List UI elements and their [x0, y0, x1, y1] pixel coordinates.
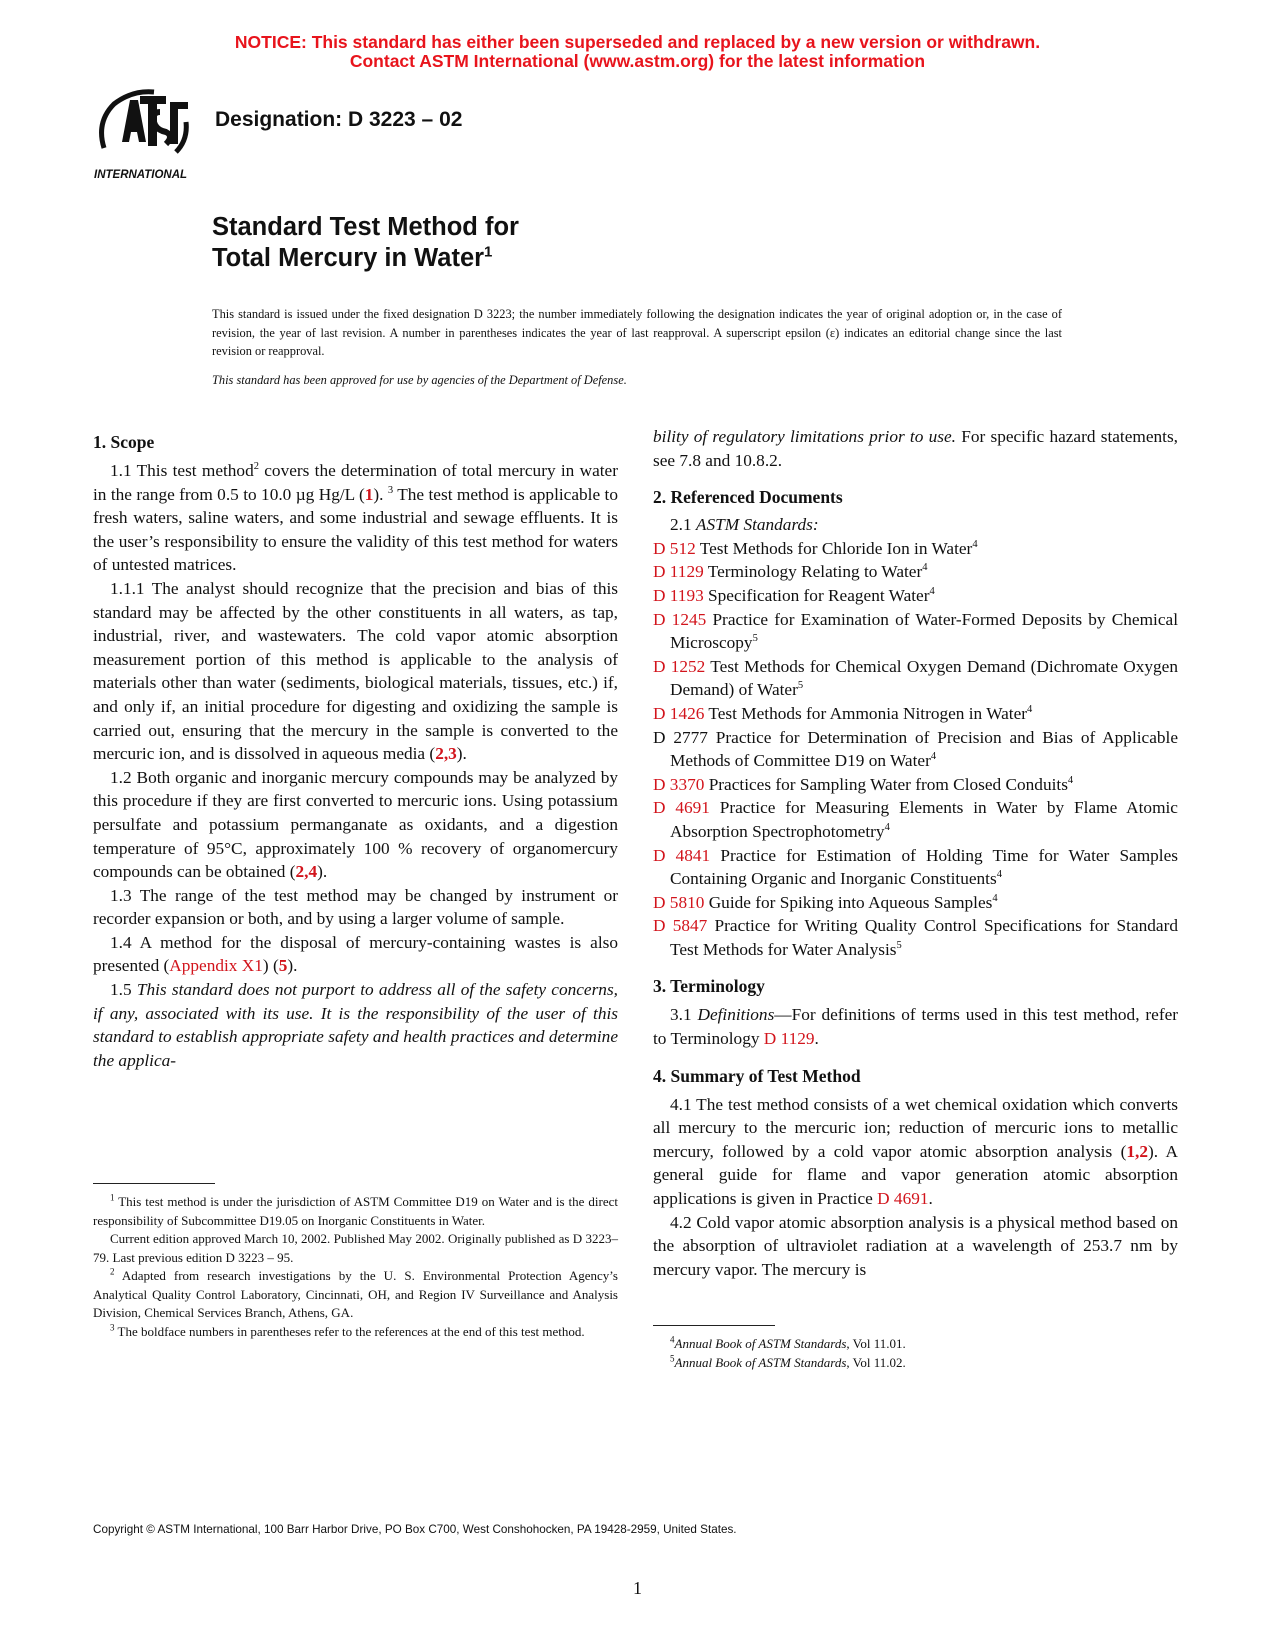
standard-link[interactable]: D 4691 — [653, 798, 710, 818]
reference-link[interactable]: 5 — [278, 956, 288, 976]
footnote-rule — [93, 1183, 215, 1184]
referenced-document: D 5810 Guide for Spiking into Aqueous Samples$^4$ — [653, 892, 998, 912]
practice-link[interactable]: D 4691 — [877, 1189, 929, 1209]
title-footnote-marker: 1 — [484, 243, 493, 261]
copyright: Copyright © ASTM International, 100 Barr Harbor Drive, PO Box C700, West Conshohocken, PA 19428-2959, United States. — [93, 1523, 737, 1536]
left-column — [93, 430, 618, 1072]
standard-link: D 2777 — [653, 727, 708, 747]
title-line-1: Standard Test Method for — [212, 213, 519, 241]
reference-link[interactable]: 1 — [364, 484, 374, 504]
logo-text: INTERNATIONAL — [94, 169, 188, 181]
referenced-document: D 4841 Practice for Estimation of Holding Time for Water Samples Containing Organic and Inorganic Constituents$^4$ — [653, 845, 1179, 889]
referenced-document: D 4691 Practice for Measuring Elements in Water by Flame Atomic Absorption Spectrophotometry$^4$ — [653, 798, 1178, 841]
referenced-document: D 1245 Practice for Examination of Water-Formed Deposits by Chemical Microscopy$^5$ — [653, 609, 1178, 653]
para-1-4: 1.4 A method for the disposal of mercury-containing wastes is also presented (Appendix X1) (5). — [93, 932, 618, 976]
reference-link[interactable]: 2,4 — [295, 862, 318, 882]
terminology-link[interactable]: D 1129 — [763, 1029, 815, 1049]
standard-link[interactable]: D 1193 — [653, 585, 704, 605]
page-number: 1 — [633, 1578, 642, 1598]
referenced-document: D 1252 Test Methods for Chemical Oxygen Demand (Dichromate Oxygen Demand) of Water$^5$ — [653, 656, 1178, 700]
referenced-documents-list — [653, 537, 1178, 962]
standard-link[interactable]: D 512 — [653, 538, 696, 558]
withdrawal-notice — [0, 33, 1275, 71]
standard-link[interactable]: D 5847 — [653, 916, 708, 936]
standard-link[interactable]: D 3370 — [653, 774, 705, 794]
dod-approval-statement: This standard has been approved for use by agencies of the Department of Defense. — [212, 373, 627, 387]
section-heading-referenced-documents: 2. Referenced Documents — [653, 487, 843, 508]
right-footnotes — [653, 1335, 1178, 1372]
referenced-document: D 512 Test Methods for Chloride Ion in Water$^4$ — [653, 538, 978, 558]
para-1-1: 1.1 This test method$^2$ covers the determination of total mercury in water in the range from 0.5 to 10.0 µg Hg/L (1). $^3$ The test method is applicable to fresh waters, saline waters, and some industrial and sewage effluents. It is the user’s responsibility to ensure the validity of this test method for waters of untested matrices. — [93, 461, 618, 575]
appendix-link[interactable]: Appendix X1 — [169, 956, 263, 976]
footnote-2: $^2$ Adapted from research investigations by the U. S. Environmental Protection Agency’s Analytical Quality Control Laboratory, Cincinnati, OH, and Region IV Surveillance and Analysis Division, Chemical Services Branch, Athens, GA. — [93, 1266, 618, 1320]
section-heading-summary: 4. Summary of Test Method — [653, 1065, 861, 1086]
para-1-5: 1.5 This standard does not purport to address all of the safety concerns, if any, associated with its use. It is the responsibility of the user of this standard to establish appropriate safety and health practices and determine the applica- — [93, 980, 618, 1070]
footnote-1: $^1$ This test method is under the jurisdiction of ASTM Committee D19 on Water and is the direct responsibility of Subcommittee D19.05 on Inorganic Constituents in Water. — [93, 1192, 618, 1228]
standard-link[interactable]: D 1129 — [653, 562, 704, 582]
para-1-1-1: 1.1.1 The analyst should recognize that the precision and bias of this standard may be affected by the other constituents in all waters, as tap, industrial, river, and wastewaters. The cold vapor atomic absorption measurement portion of this method is applicable to the analysis of materials other than water (sediments, biological materials, tissues, etc.) if, and only if, an initial procedure for digesting and oxidizing the sample is carried out, ensuring that the mercury in the sample is converted to the mercuric ion, and is dissolved in aqueous media (2,3). — [93, 578, 618, 764]
notice-line-2: Contact ASTM International (www.astm.org) for the latest information — [349, 51, 926, 71]
para-3-1: 3.1 Definitions—For definitions of terms used in this test method, refer to Terminology D 1129. — [653, 1005, 1178, 1049]
referenced-document: D 1193 Specification for Reagent Water$^4$ — [653, 585, 935, 605]
para-1-2: 1.2 Both organic and inorganic mercury compounds may be analyzed by this procedure if they are first converted to mercuric ions. Using potassium persulfate and potassium permanganate as oxidants, and a digestion temperature of 95°C, approximately 100 % recovery of organomercury compounds can be obtained (2,4). — [93, 767, 618, 882]
para-4-2: 4.2 Cold vapor atomic absorption analysis is a physical method based on the absorption of ultraviolet radiation at a wavelength of 253.7 nm by mercury vapor. The mercury is — [653, 1212, 1178, 1279]
reference-link[interactable]: 2,3 — [435, 744, 457, 764]
footnote-4: $^4$Annual Book of ASTM Standards, Vol 11.01. — [670, 1334, 906, 1351]
standard-link[interactable]: D 5810 — [653, 892, 705, 912]
reference-link[interactable]: 1,2 — [1126, 1141, 1148, 1161]
referenced-document: D 3370 Practices for Sampling Water from Closed Conduits$^4$ — [653, 774, 1074, 794]
footnote-rule — [653, 1325, 775, 1326]
title-line-2: Total Mercury in Water — [212, 244, 485, 272]
standard-link[interactable]: D 1252 — [653, 656, 706, 676]
astm-standards-label: 2.1 ASTM Standards: — [670, 515, 819, 535]
right-column — [653, 427, 1179, 1281]
footnote-3: $^3$ The boldface numbers in parentheses refer to the references at the end of this test method. — [110, 1322, 585, 1339]
page-title — [212, 212, 519, 274]
section-heading-scope: 1. Scope — [93, 432, 155, 452]
referenced-document: D 1426 Test Methods for Ammonia Nitrogen in Water$^4$ — [653, 703, 1033, 723]
standard-link[interactable]: D 4841 — [653, 845, 711, 865]
astm-logo-icon — [92, 82, 196, 182]
footnote-1-edition: Current edition approved March 10, 2002. Published May 2002. Originally published as D 3223–79. Last previous edition D 3223 – 95. — [93, 1231, 618, 1265]
section-heading-terminology: 3. Terminology — [653, 976, 765, 997]
para-1-3: 1.3 The range of the test method may be changed by instrument or recorder expansion or both, and by using a larger volume of sample. — [93, 885, 618, 929]
para-1-5-cont: bility of regulatory limitations prior to use. For specific hazard statements, see 7.8 and 10.8.2. — [653, 427, 1178, 470]
left-footnotes — [93, 1193, 618, 1341]
standard-link[interactable]: D 1426 — [653, 703, 705, 723]
referenced-document: D 2777 Practice for Determination of Precision and Bias of Applicable Methods of Committee D19 on Water$^4$ — [653, 727, 1178, 771]
para-4-1: 4.1 The test method consists of a wet chemical oxidation which converts all mercury to the mercuric ion; reduction of mercuric ions to metallic mercury, followed by a cold vapor atomic absorption analysis (1,2). A general guide for flame and vapor generation atomic absorption applications is given in Practice D 4691. — [653, 1094, 1178, 1209]
issuance-statement: This standard is issued under the fixed designation D 3223; the number immediately following the designation indicates the year of original adoption or, in the case of revision, the year of last revision. A number in parentheses indicates the year of last reapproval. A superscript epsilon (ε) indicates an editorial change since the last revision or reapproval. — [212, 307, 1062, 358]
notice-line-1: NOTICE: This standard has either been superseded and replaced by a new version or withdrawn. — [234, 32, 1041, 52]
referenced-document: D 5847 Practice for Writing Quality Control Specifications for Standard Test Methods for Water Analysis$^5$ — [653, 916, 1178, 959]
referenced-document: D 1129 Terminology Relating to Water$^4$ — [653, 562, 928, 582]
footnote-5: $^5$Annual Book of ASTM Standards, Vol 11.02. — [670, 1353, 906, 1370]
designation: Designation: D 3223 – 02 — [215, 108, 463, 131]
standard-link[interactable]: D 1245 — [653, 609, 707, 629]
